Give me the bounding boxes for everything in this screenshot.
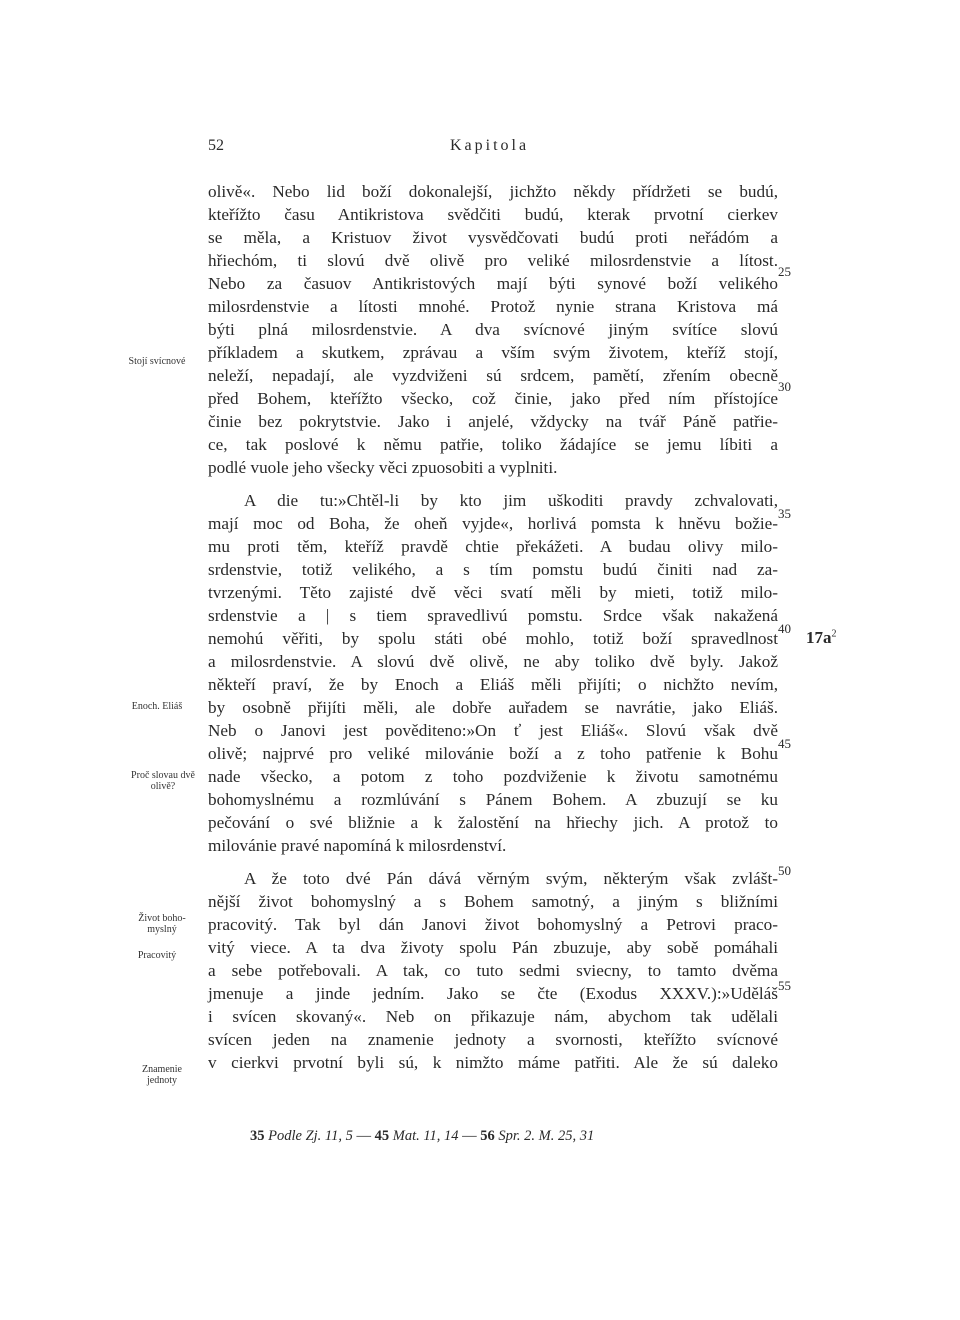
text-line: Nebo za časuov Antikristových mají býti synové boží velikého — [208, 274, 778, 293]
margin-note: Enoch. Eliáš — [131, 701, 183, 712]
folio-marker: $17a^2$ — [806, 628, 837, 647]
text-line: pečování o své bližnie a k žalostění na hřiechy jich. A protož to — [208, 813, 778, 832]
text-line: mu proti těm, kteříž pravdě chtie překážeti. A budau olivy milo- — [208, 537, 778, 556]
text-line: by osobně přijíti měli, ale dobře auřadem se navrátie, jako Eliáš. — [208, 698, 778, 717]
text-line: v cierkvi prvotní byli sú, k nimžto máme patřiti. Ale že sú daleko — [208, 1053, 778, 1072]
page-header — [0, 137, 960, 161]
text-line: kteřížto času Antikristova svědčiti budú, kterak prvotní cierkev — [208, 205, 778, 224]
line-number: 50 — [778, 863, 791, 878]
margin-note: Znamenie jednoty — [142, 1064, 182, 1086]
margin-note: Stojí svícnové — [128, 356, 186, 367]
text-line: nější život bohomyslný a s Bohem samotný, a jiným s bližními — [208, 892, 778, 911]
text-line: někteří praví, že by Enoch a Eliáš měli přijíti; o nichžto nevím, — [208, 675, 778, 694]
text-line: neleží, nepadají, ale vyzdviženi sú srdcem, pamětí, zřením obecně — [208, 366, 778, 385]
text-line: činie bez pokrytstvie. Jako i anjelé, vždycky na tvář Páně patřie- — [208, 412, 778, 431]
text-line: a milosrdenstvie. A slovú dvě olivě, ne aby toliko dvě byly. Jakož — [208, 652, 778, 671]
line-number: 35 — [778, 506, 791, 521]
text-line: nade všecko, a potom z toho pozdviženie k životu samotnému — [208, 767, 778, 786]
line-number: 55 — [778, 978, 791, 993]
text-line: nemohú věřiti, by spolu státi obé mohlo, totiž boží spravedlnost — [208, 629, 778, 648]
footnote: 35 Podle Zj. 11, 5 — 45 Mat. 11, 14 — 56 Spr. 2. M. 25, 31 — [250, 1128, 595, 1144]
line-number: 40 — [778, 621, 791, 636]
text-line: srdenstvie, totiž velikého, a s tím pomstu budú činiti nad za- — [208, 560, 778, 579]
text-line: olivě«. Nebo lid boží dokonalejší, jichžto někdy přídržeti se budú, — [208, 182, 778, 201]
text-line: i svícen skovaný«. Neb on přikazuje nám, abychom tak udělali — [208, 1007, 778, 1026]
text-line: a sebe potřebovali. A tak, co tuto sedmi sviecny, to tamto dvěma — [208, 961, 778, 980]
text-line: příkladem a skutkem, zprávau a vším svým životem, kteříž stojí, — [208, 343, 778, 362]
text-line: vitý viece. A ta dva životy spolu Pán zbuzuje, aby sobě pomáhali — [208, 938, 778, 957]
text-line: se měla, a Kristuov život vysvědčovati budú proti neřádóm a — [208, 228, 778, 247]
text-line: svícen jeden na znamenie jednoty a svornosti, kteřížto svícnové — [208, 1030, 778, 1049]
line-number: 25 — [778, 264, 791, 279]
text-line: býti plná milosrdenstvie. A dva svícnové jiným svítíce slovú — [208, 320, 778, 339]
margin-note: Proč slovau dvě olivě? — [131, 770, 195, 792]
text-line: mají moc od Boha, že oheň vyjde«, horlivá pomsta k hněvu božie- — [208, 514, 778, 533]
line-number: 30 — [778, 379, 791, 394]
text-line: olivě; najprvé pro veliké milovánie boží a z toho patřenie k Bohu — [208, 744, 778, 763]
text-line: milosrdenstvie a lítosti mnohé. Protož nynie strana Kristova má — [208, 297, 778, 316]
text-line: před Bohem, kteřížto všecko, což činie, jako před ním přístojíce — [208, 389, 778, 408]
text-line: ce, tak poslové k němu patřie, toliko žádajíce se jemu líbiti a — [208, 435, 778, 454]
line-number: 45 — [778, 736, 791, 751]
text-line: A že toto dvé Pán dává věrným svým, některým však zvlášt- — [244, 869, 778, 888]
text-line: hřiechóm, ti slovú dvě olivě pro veliké milosrdenstvie a lítost. — [208, 251, 778, 270]
text-line: tvrzenými. Těto zajisté dvě věci svatí měli by mieti, totiž milo- — [208, 583, 778, 602]
text-line: podlé vuole jeho všecky věci zpuosobiti a vyplniti. — [208, 458, 558, 477]
main-text — [208, 180, 778, 1074]
text-line: pracovitý. Tak byl dán Janovi život bohomyslný a Petrovi praco- — [208, 915, 778, 934]
text-line: Neb o Janovi jest pověditeno:»On ť jest Eliáš«. Slovú však dvě — [208, 721, 778, 740]
margin-note: Pracovitý — [137, 950, 177, 961]
text-line: srdenstvie a | s tiem spravedlivú pomstu. Srdce však nakažená — [208, 606, 778, 625]
text-line: milovánie pravé napomíná k milosrdenství. — [208, 836, 507, 855]
margin-note: Život boho-myslný — [138, 913, 186, 935]
page-number: 52 — [208, 137, 224, 154]
text-line: A die tu:»Chtěl-li by kto jim uškoditi pravdy zchvalovati, — [244, 491, 778, 510]
text-line: jmenuje a jinde jedním. Jako se čte (Exodus XXXV.):»Uděláš — [208, 984, 778, 1003]
text-line: bohomyslnému a rozmlúvání s Pánem Bohem. A zbuzují se ku — [208, 790, 778, 809]
running-title: Kapitola — [450, 137, 530, 154]
